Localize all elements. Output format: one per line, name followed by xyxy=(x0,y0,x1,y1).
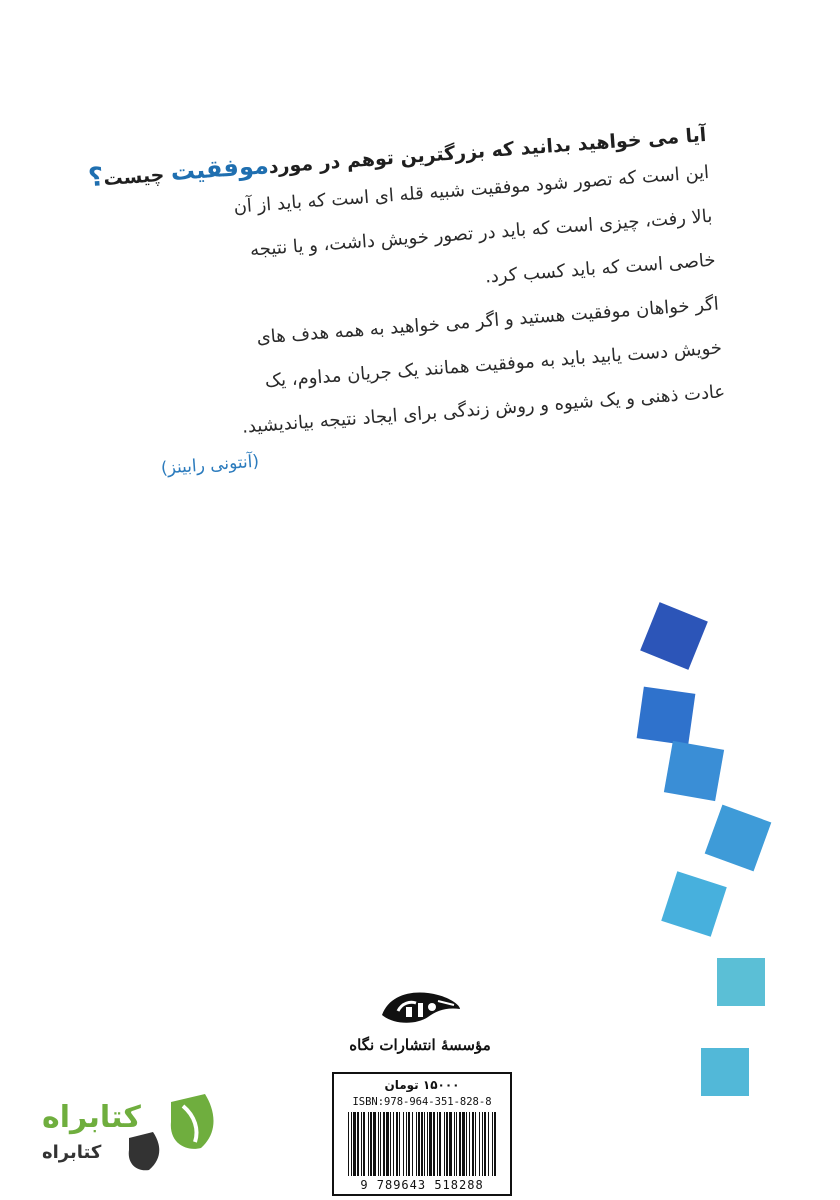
barcode-bar xyxy=(449,1112,452,1176)
watermark-main-text: کتابراه xyxy=(42,1100,141,1135)
decorative-square xyxy=(664,741,724,801)
barcode-bar xyxy=(488,1112,489,1176)
blurb-line: این است که تصور شود موفقیت شبیه قله ای است که باید از آن xyxy=(232,161,710,218)
isbn-label: ISBN:978-964-351-828-8 xyxy=(352,1096,492,1108)
headline-main: آیا می خواهید بدانید که بزرگترین توهم در مورد xyxy=(267,123,708,179)
barcode-bar xyxy=(462,1112,465,1176)
barcode-number: 9 789643 518288 xyxy=(360,1178,484,1192)
price-label: ۱۵۰۰۰ تومان xyxy=(384,1078,460,1092)
headline-question-mark: ؟ xyxy=(87,162,105,194)
decorative-square xyxy=(640,602,708,670)
barcode-bar xyxy=(479,1112,480,1176)
barcode-bar xyxy=(403,1112,404,1176)
decorative-square xyxy=(701,1048,749,1096)
blurb-line: خاصی است که باید کسب کرد. xyxy=(484,249,717,288)
barcode-bar xyxy=(357,1112,359,1176)
barcode-bar xyxy=(351,1112,352,1176)
barcode-bar xyxy=(386,1112,389,1176)
barcode-bar xyxy=(373,1112,376,1176)
ketabrah-watermark xyxy=(40,1090,220,1190)
decorative-square xyxy=(637,687,696,746)
decorative-square xyxy=(661,871,727,937)
blurb-line: بالا رفت، چیزی است که باید در تصور خویش داشت، و یا نتیجه xyxy=(249,205,713,261)
barcode-bar xyxy=(380,1112,381,1176)
headline-end: چیست xyxy=(102,163,172,191)
barcode-bar xyxy=(408,1112,410,1176)
barcode-bar xyxy=(383,1112,385,1176)
barcode-bar xyxy=(393,1112,394,1176)
blurb-author: (آنتونی رابینز) xyxy=(160,451,260,479)
barcode-bar xyxy=(406,1112,407,1176)
blurb-line: اگر خواهان موفقیت هستید و اگر می خواهید به همه هدف های xyxy=(255,293,720,349)
barcode-bar xyxy=(368,1112,369,1176)
barcode-bar xyxy=(390,1112,391,1176)
barcode-bar xyxy=(482,1112,483,1176)
negah-publisher-logo xyxy=(376,985,464,1027)
headline-accent-word: موفقیت xyxy=(169,151,270,187)
barcode-bar xyxy=(484,1112,486,1176)
ketabrah-leaf-small-icon xyxy=(125,1130,163,1172)
barcode-bar xyxy=(421,1112,423,1176)
barcode-bar xyxy=(418,1112,420,1176)
publisher-name: مؤسسهٔ انتشارات نگاه xyxy=(349,1036,491,1054)
barcode-bar xyxy=(427,1112,428,1176)
decorative-square xyxy=(705,805,772,872)
barcode-bar xyxy=(494,1112,496,1176)
barcode-bar xyxy=(456,1112,457,1176)
barcode-bar xyxy=(412,1112,413,1176)
barcode-bars xyxy=(346,1112,498,1176)
barcode-bar xyxy=(399,1112,400,1176)
barcode-bar xyxy=(370,1112,372,1176)
blurb-line: خویش دست یابید باید به موفقیت همانند یک جریان مداوم، یک xyxy=(264,337,723,392)
barcode-panel xyxy=(332,1072,512,1196)
barcode-bar xyxy=(469,1112,470,1176)
watermark-sub-text: کتابراه xyxy=(42,1142,102,1163)
barcode-bar xyxy=(459,1112,461,1176)
barcode-bar xyxy=(437,1112,438,1176)
blurb-line: عادت ذهنی و یک شیوه و روش زندگی برای ایجاد نتیجه بیاندیشید. xyxy=(241,381,726,438)
back-cover-blurb xyxy=(87,118,732,522)
barcode-bar xyxy=(378,1112,379,1176)
barcode-bar xyxy=(396,1112,398,1176)
barcode-bar xyxy=(446,1112,448,1176)
barcode-bar xyxy=(416,1112,417,1176)
barcode-bar xyxy=(444,1112,445,1176)
barcode-bar xyxy=(475,1112,476,1176)
barcode-bar xyxy=(348,1112,349,1176)
barcode-bar xyxy=(472,1112,474,1176)
barcode-bar xyxy=(363,1112,365,1176)
barcode-bar xyxy=(439,1112,441,1176)
decorative-square xyxy=(717,958,765,1006)
barcode-bar xyxy=(433,1112,435,1176)
barcode-bar xyxy=(454,1112,455,1176)
barcode-bar xyxy=(466,1112,467,1176)
ketabrah-leaf-icon xyxy=(165,1092,220,1152)
barcode-bar xyxy=(424,1112,425,1176)
barcode-bar xyxy=(361,1112,362,1176)
barcode-bar xyxy=(429,1112,432,1176)
barcode-bar xyxy=(353,1112,356,1176)
barcode-bar xyxy=(492,1112,493,1176)
